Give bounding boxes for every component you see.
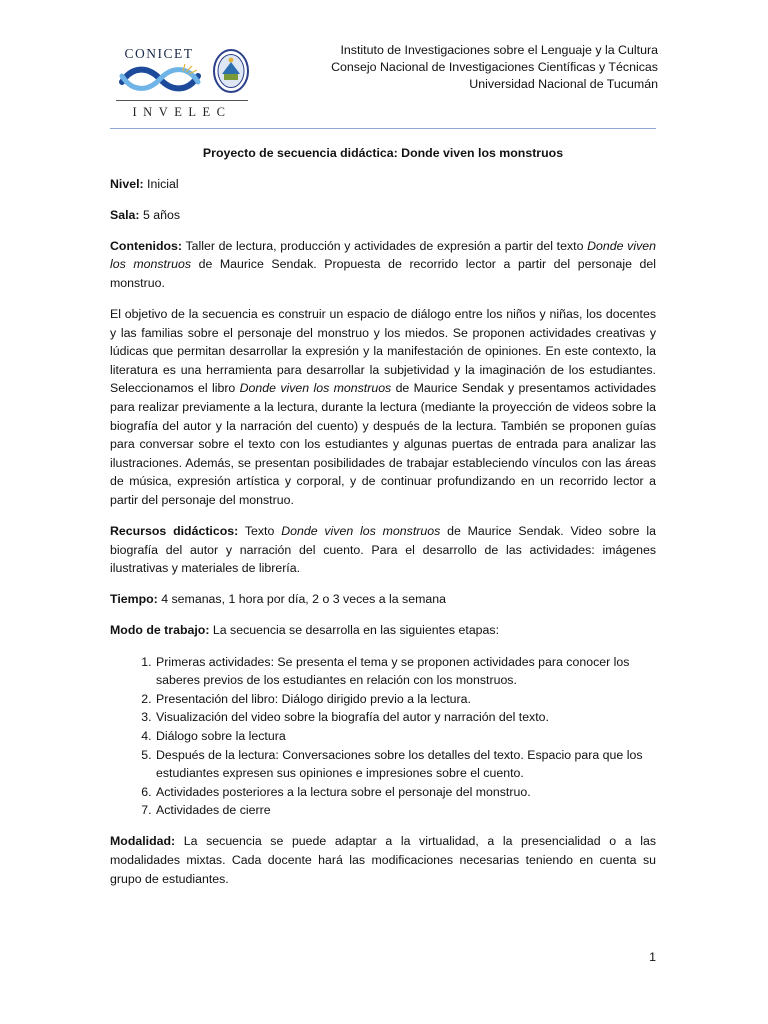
objetivo-text: de Maurice Sendak y presentamos actividades para realizar previamente a la lectura, durante la lectura (mediante la proyección de videos sobre la biografía del autor y la narración del cuento) y después de la lectura. También se proponen guías para conversar sobre el texto con los estudiantes y algunas puertas de entrada para analizar las ilustraciones. Además, se presentan posibilidades de trabajar estableciendo vínculos con las áreas de música, expresión artística y corporal, y de continuar profundizando en un recorrido lector a partir del personaje del monstruo. — [110, 381, 656, 507]
header-rule — [110, 128, 656, 129]
list-item: 2. Presentación del libro: Diálogo dirigido previo a la lectura. — [155, 690, 656, 709]
university-seal-icon — [212, 48, 250, 94]
recursos-paragraph — [110, 522, 656, 578]
modalidad-label: Modalidad: — [110, 834, 176, 849]
tiempo-value: 4 semanas, 1 hora por día, 2 o 3 veces a la semana — [157, 592, 446, 607]
page-number: 1 — [649, 950, 656, 964]
list-item: 1. Primeras actividades: Se presenta el tema y se proponen actividades para conocer los saberes previos de los estudiantes en relación con los monstruos. — [155, 653, 656, 690]
contenidos-text: de Maurice Sendak. Propuesta de recorrido lector a partir del personaje del monstruo. — [110, 257, 656, 290]
conicet-swirl-icon — [118, 62, 202, 96]
tiempo-label: Tiempo: — [110, 592, 158, 607]
stages-list — [110, 653, 656, 820]
recursos-text: de Maurice Sendak. Video sobre la biografía del autor y narración del cuento. Para el desarrollo de las actividades: imágenes ilustrativas y materiales de librería. — [110, 524, 656, 576]
nivel-label: Nivel: — [110, 176, 144, 191]
list-item: 5. Después de la lectura: Conversaciones sobre los detalles del texto. Espacio para que los estudiantes expresen sus opiniones e impresiones sobre el cuento. — [155, 746, 656, 783]
page-header — [110, 38, 658, 130]
contenidos-text: Taller de lectura, producción y actividades de expresión a partir del texto — [182, 238, 588, 253]
modalidad-paragraph — [110, 832, 656, 888]
tiempo-paragraph — [110, 590, 656, 609]
modo-value: La secuencia se desarrolla en las siguientes etapas: — [209, 623, 500, 638]
logo-conicet-text: CONICET — [124, 46, 194, 61]
institution-line: Instituto de Investigaciones sobre el Lenguaje y la Cultura — [340, 43, 658, 57]
conicet-invelec-logo — [116, 46, 251, 124]
contenidos-paragraph — [110, 237, 656, 293]
objetivo-text: El objetivo de la secuencia es construir un espacio de diálogo entre los niños y niñas, los docentes y las familias sobre el personaje del monstruo y los miedos. Se proponen actividades creativas y lúdicas que permitan desarrollar la expresión y la manifestación de opiniones. En este contexto, la literatura es una herramienta para desarrollar la subjetividad y la imaginación de los estudiantes. Seleccionamos el libro — [110, 307, 656, 396]
institution-block — [331, 42, 658, 93]
modo-paragraph — [110, 621, 656, 640]
logo-invelec-text: INVELEC — [132, 105, 232, 119]
institution-line: Consejo Nacional de Investigaciones Científicas y Técnicas — [331, 60, 658, 74]
list-item: 7. Actividades de cierre — [155, 801, 656, 820]
sala-value: 5 años — [139, 207, 181, 222]
modalidad-value: La secuencia se puede adaptar a la virtualidad, a la presencialidad o a las modalidades mixtas. Cada docente hará las modificaciones necesarias teniendo en cuenta su grupo de estudiantes. — [110, 834, 656, 886]
recursos-label: Recursos didácticos: — [110, 524, 239, 539]
book-title: Donde viven los monstruos — [110, 238, 656, 272]
book-title: Donde viven los monstruos — [239, 381, 392, 396]
book-title: Donde viven los monstruos — [281, 524, 441, 539]
list-item: 4. Diálogo sobre la lectura — [155, 727, 656, 746]
contenidos-label: Contenidos: — [110, 238, 182, 253]
modo-label: Modo de trabajo: — [110, 623, 210, 638]
institution-line: Universidad Nacional de Tucumán — [469, 77, 658, 91]
document-title: Proyecto de secuencia didáctica: Donde viven los monstruos — [202, 146, 564, 160]
list-item: 3. Visualización del video sobre la biografía del autor y narración del texto. — [155, 708, 656, 727]
nivel-paragraph — [110, 175, 656, 194]
sala-paragraph — [110, 206, 656, 225]
sala-label: Sala: — [110, 207, 140, 222]
nivel-value: Inicial — [143, 176, 179, 191]
objetivo-paragraph — [110, 305, 656, 510]
logo-divider — [116, 100, 248, 101]
list-item: 6. Actividades posteriores a la lectura sobre el personaje del monstruo. — [155, 783, 656, 802]
recursos-text: Texto — [238, 524, 282, 539]
document-body — [110, 144, 656, 901]
